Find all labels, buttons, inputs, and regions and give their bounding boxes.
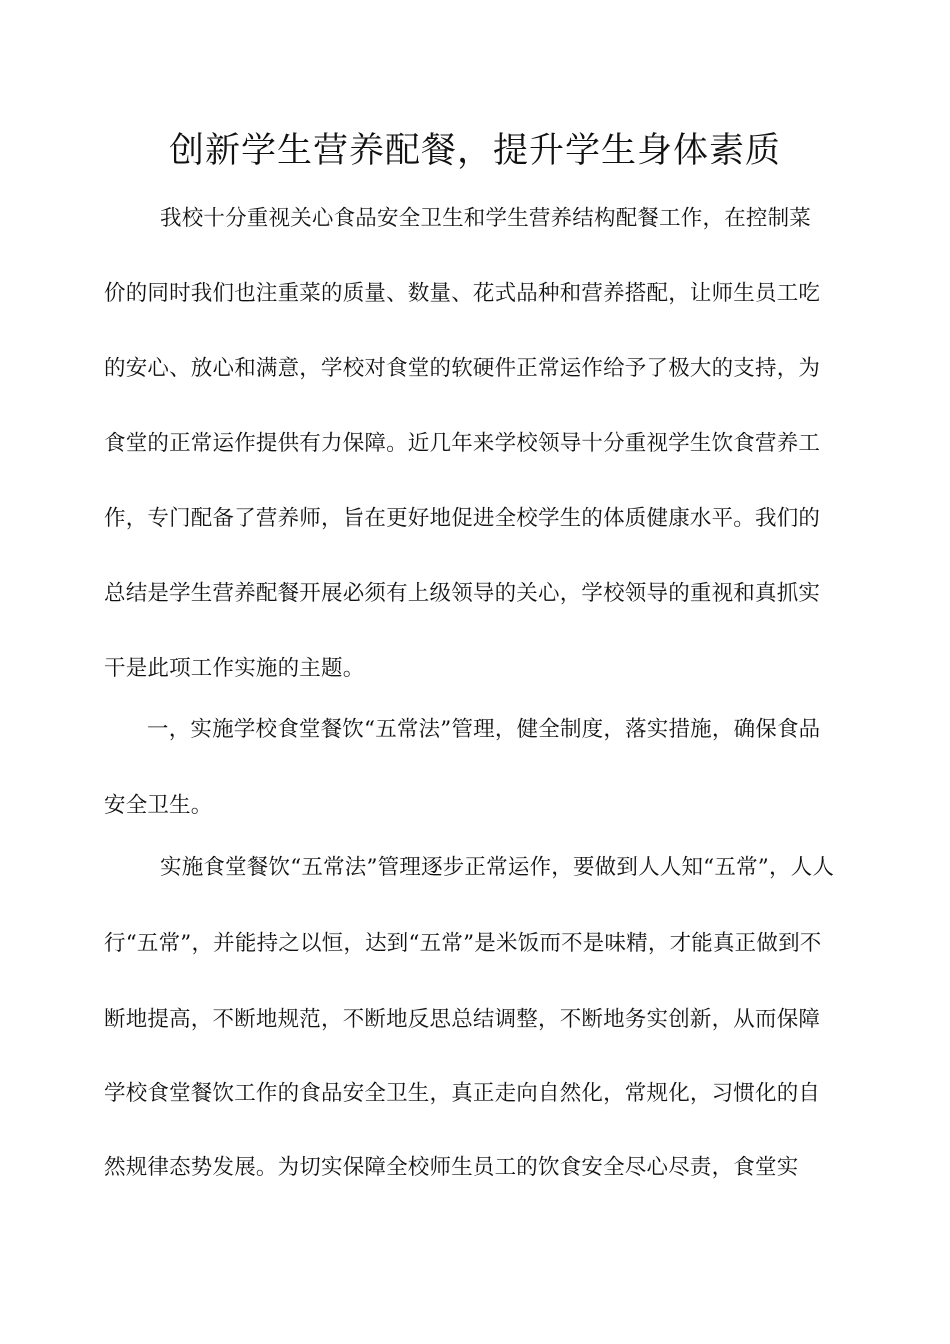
document-title: 创新学生营养配餐，提升学生身体素质 [168, 131, 781, 171]
text-line: 我校十分重视关心食品安全卫生和学生营养结构配餐工作，在控制菜 [160, 206, 812, 231]
section-heading-line: 一，实施学校食堂餐饮“五常法”管理，健全制度，落实措施，确保食品 [147, 717, 821, 742]
text-line: 总结是学生营养配餐开展必须有上级领导的关心，学校领导的重视和真抓实 [104, 581, 821, 606]
text-line: 的安心、放心和满意，学校对食堂的软硬件正常运作给予了极大的支持，为 [104, 356, 821, 381]
text-line: 行“五常”，并能持之以恒，达到“五常”是米饭而不是味精，才能真正做到不 [104, 931, 822, 956]
text-line: 然规律态势发展。为切实保障全校师生员工的饮食安全尽心尽责，食堂实 [104, 1155, 799, 1180]
section-heading-line: 安全卫生。 [104, 793, 213, 818]
text-line: 干是此项工作实施的主题。 [104, 656, 365, 681]
text-line: 实施食堂餐饮“五常法”管理逐步正常运作，要做到人人知“五常”，人人 [160, 855, 835, 880]
text-line: 作，专门配备了营养师，旨在更好地促进全校学生的体质健康水平。我们的 [104, 506, 821, 531]
text-line: 价的同时我们也注重菜的质量、数量、花式品种和营养搭配，让师生员工吃 [104, 281, 821, 306]
text-line: 断地提高，不断地规范，不断地反思总结调整，不断地务实创新，从而保障 [104, 1007, 821, 1032]
text-line: 食堂的正常运作提供有力保障。近几年来学校领导十分重视学生饮食营养工 [104, 431, 821, 456]
text-line: 学校食堂餐饮工作的食品安全卫生，真正走向自然化，常规化，习惯化的自 [104, 1081, 821, 1106]
